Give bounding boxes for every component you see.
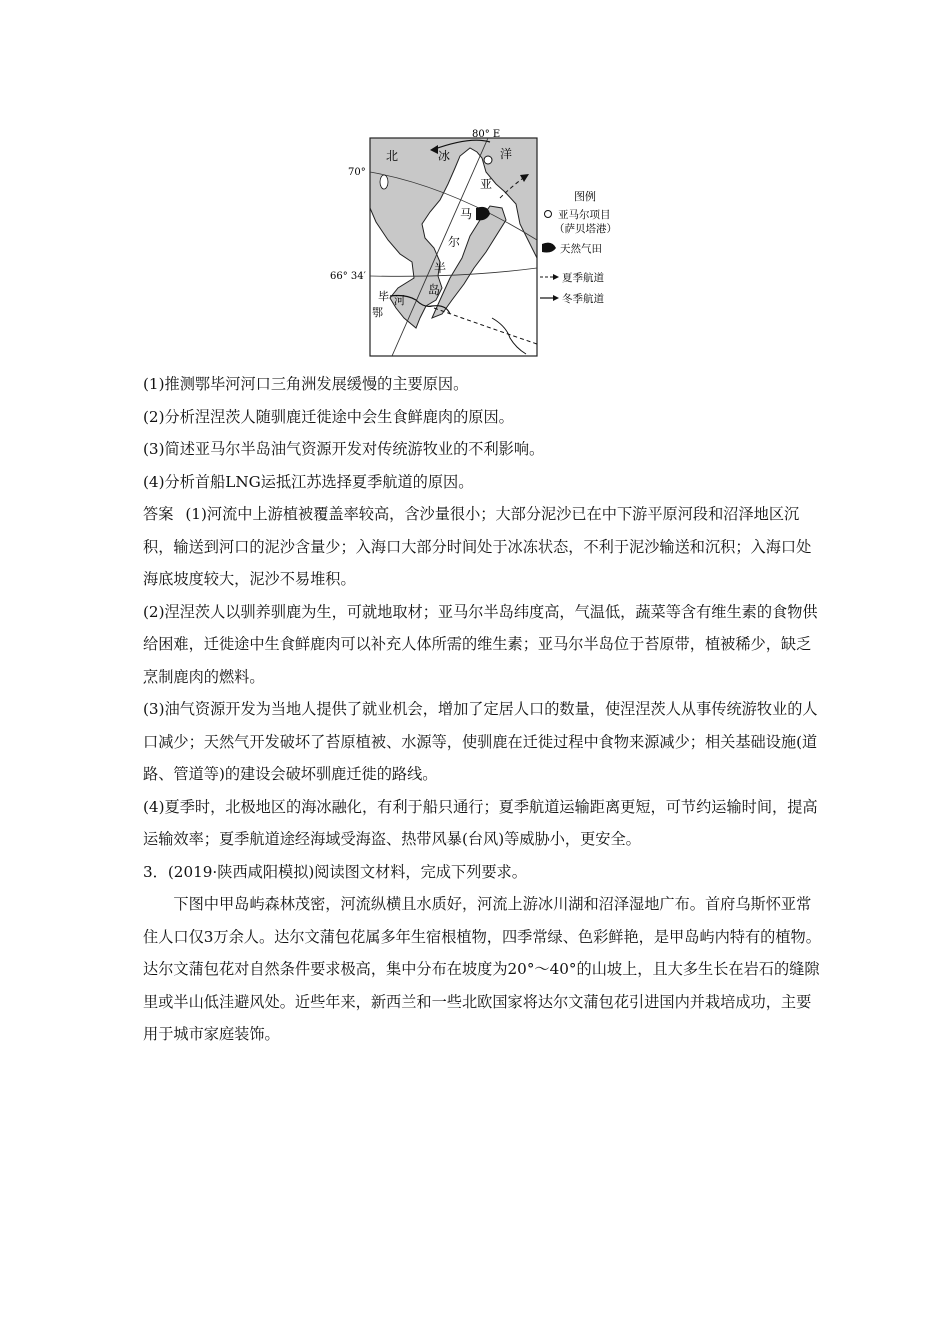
legend-project-label: 亚马尔项目 (558, 209, 611, 221)
ocean-label-2: 冰 (438, 149, 451, 163)
question-3-title: 3．(2019·陕西咸阳模拟)阅读图文材料，完成下列要求。 (143, 862, 527, 881)
answer-1: (1)河流中上游植被覆盖率较高，含沙量很小；大部分泥沙已在中下游平原河段和沼泽地区沉积，输送到河口的泥沙含量少；入海口大部分时间处于冰冻状态，不利于泥沙输送和沉积；入海口处海底坡度较大，泥沙不易堆积。 (143, 505, 812, 588)
answer-3: (3)油气资源开发为当地人提供了就业机会，增加了定居人口的数量，使涅涅茨人从事传统游牧业的人口减少；天然气开发破坏了苔原植被、水源等，使驯鹿在迁徙过程中食物来源减少；相关基础设施(道路、管道等)的建设会破坏驯鹿迁徙的路线。 (143, 700, 818, 783)
legend-gas-icon (542, 243, 556, 253)
question-3: (3)简述亚马尔半岛油气资源开发对传统游牧业的不利影响。 (143, 440, 545, 458)
legend-project-sub: （萨贝塔港） (554, 223, 617, 235)
legend-summer-arrow (553, 274, 559, 280)
answer-1-paragraph (143, 498, 823, 596)
yamal-peninsula-map (330, 128, 630, 360)
river-label-1: 毕 (378, 290, 389, 303)
sabetta-port-marker (484, 156, 492, 164)
ocean-label-3: 洋 (500, 147, 513, 161)
river-label-3: 鄂 (372, 306, 383, 319)
question-4: (4)分析首船LNG运抵江苏选择夏季航道的原因。 (143, 472, 474, 491)
peninsula-label-2: 马 (460, 207, 473, 221)
river-east (492, 318, 526, 354)
lon-label: 80° E (472, 129, 501, 140)
question-3-material: 下图中甲岛屿森林茂密，河流纵横且水质好，河流上游冰川湖和沼泽湿地广布。首府乌斯怀亚常住人口仅3万余人。达尔文蒲包花属多年生宿根植物，四季常绿、色彩鲜艳，是甲岛屿内特有的植物。达尔文蒲包花对自然条件要求极高，集中分布在坡度为20°～40°的山坡上，且大多生长在岩石的缝隙里或半山低洼避风处。近些年来，新西兰和一些北欧国家将达尔文蒲包花引进国内并栽培成功，主要用于城市家庭装饰。 (143, 895, 821, 1043)
lat-70-label: 70° (348, 167, 366, 178)
peninsula-label-3: 尔 (448, 235, 461, 249)
river-label-2: 河 (394, 294, 405, 307)
answer-4: (4)夏季时，北极地区的海冰融化，有利于船只通行；夏季航道运输距离更短，可节约运输时间，提高运输效率；夏季航道途经海域受海盗、热带风暴(台风)等威胁小，更安全。 (143, 797, 818, 848)
question-text-block (143, 368, 823, 1051)
peninsula-label-5: 岛 (428, 283, 441, 297)
lat-arctic-label: 66° 34′ (330, 271, 366, 282)
question-2: (2)分析涅涅茨人随驯鹿迁徙途中会生食鲜鹿肉的原因。 (143, 407, 514, 426)
legend-project-icon (545, 211, 552, 218)
legend-summer-label: 夏季航道 (562, 272, 604, 284)
ocean-label-1: 北 (386, 149, 399, 163)
map-figure (330, 128, 630, 360)
peninsula-label-1: 亚 (480, 177, 493, 191)
legend-title: 图例 (574, 190, 596, 203)
island-west (380, 175, 388, 189)
answer-2: (2)涅涅茨人以驯养驯鹿为生，可就地取材；亚马尔半岛纬度高，气温低，蔬菜等含有维生素的食物供给困难，迁徙途中生食鲜鹿肉可以补充人体所需的维生素；亚马尔半岛位于苔原带，植被稀少，缺乏烹制鹿肉的燃料。 (143, 602, 818, 686)
legend-gas-label: 天然气田 (560, 243, 602, 255)
peninsula-label-4: 半 (434, 261, 447, 275)
question-1: (1)推测鄂毕河河口三角洲发展缓慢的主要原因。 (143, 375, 469, 393)
legend-winter-label: 冬季航道 (562, 293, 604, 305)
answer-label: 答案 (143, 505, 174, 523)
legend-winter-arrow (553, 295, 559, 301)
